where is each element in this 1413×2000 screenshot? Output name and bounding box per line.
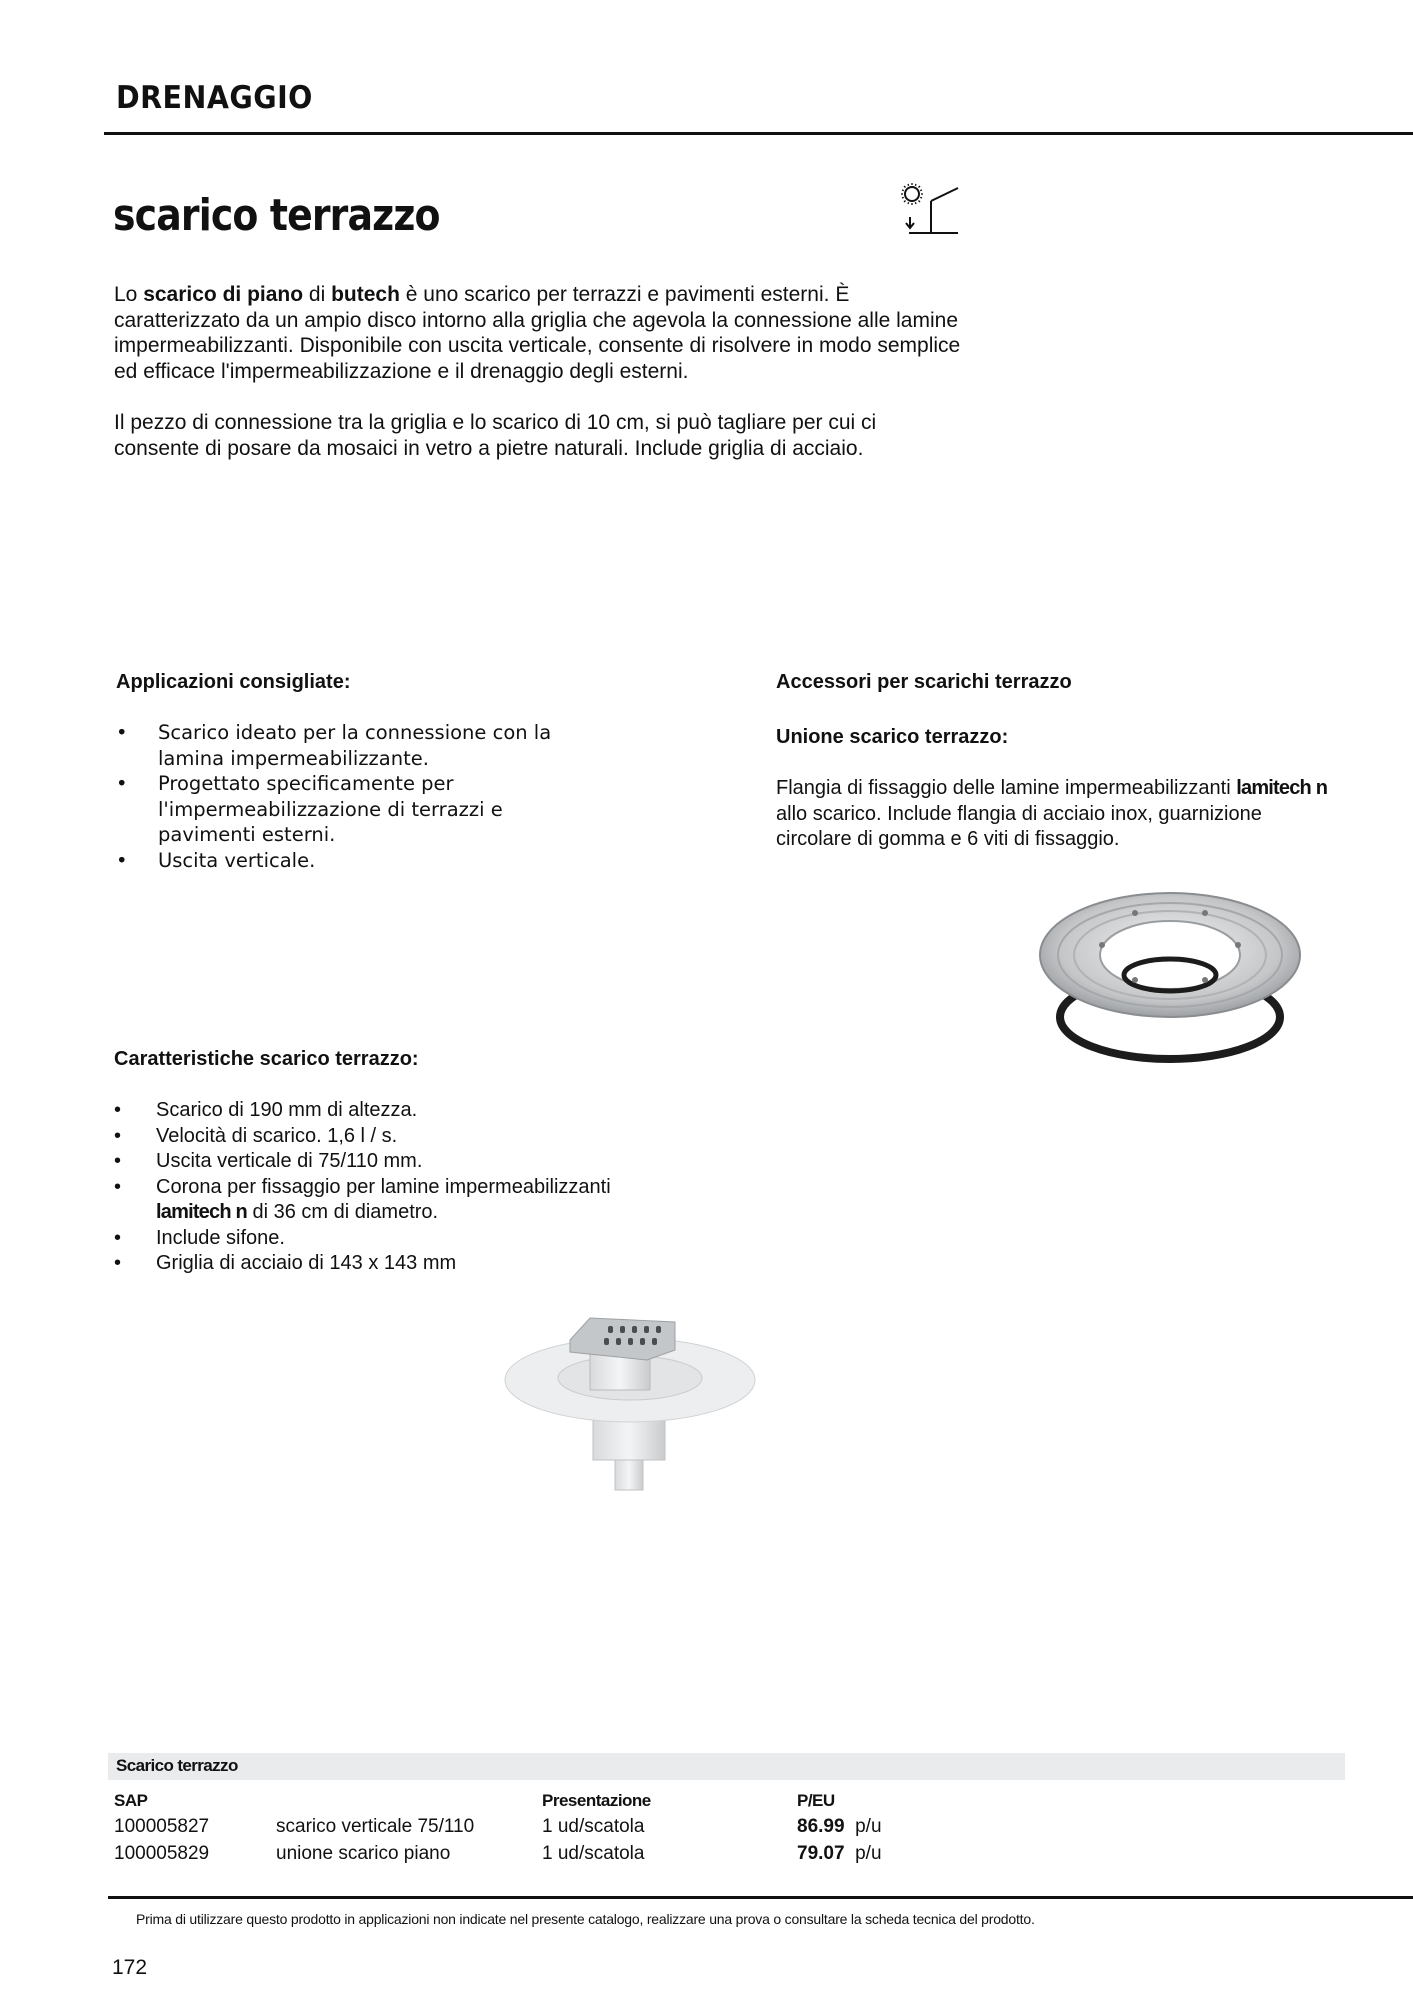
list-item: • Uscita verticale di 75/110 mm. bbox=[114, 1149, 734, 1175]
applications-list bbox=[116, 720, 566, 873]
stainless-flange-with-gasket-photo bbox=[1030, 875, 1310, 1065]
table-title: Scarico terrazzo bbox=[116, 1756, 238, 1775]
list-item: • Uscita verticale. bbox=[116, 848, 566, 874]
intro-paragraph-1: Lo scarico di piano di butech è uno scarico per terrazzi e pavimenti esterni. È caratterizzato da un ampio disco intorno alla griglia che agevola la connessione alle lamine impermeabilizzanti. Disponibile con uscita verticale, consente di risolvere in modo semplice ed efficace l'impermeabilizzazione e il drenaggio degli esterni. bbox=[114, 283, 961, 383]
outdoor-terrace-sun-icon bbox=[895, 175, 965, 240]
list-item: • Progettato specificamente per l'impermeabilizzazione di terrazzi e pavimenti esterni. bbox=[116, 771, 566, 848]
intro-text bbox=[114, 282, 964, 487]
list-item: • Scarico di 190 mm di altezza. bbox=[114, 1098, 734, 1124]
accessory-description: Flangia di fissaggio delle lamine impermeabilizzanti lamitech n allo scarico. Include flangia di acciaio inox, guarnizione circolare di gomma e 6 viti di fissaggio. bbox=[776, 777, 1328, 850]
presentation: 1 ud/scatola bbox=[542, 1843, 645, 1864]
terrace-drain-with-grate-photo bbox=[490, 1300, 770, 1500]
table-title-band bbox=[108, 1753, 1345, 1780]
page-number: 172 bbox=[112, 1956, 148, 1979]
sap-code: 100005829 bbox=[114, 1843, 210, 1864]
accessory-subheading: Unione scarico terrazzo: bbox=[776, 726, 1009, 748]
sap-code: 100005827 bbox=[114, 1816, 210, 1837]
section-title: DRENAGGIO bbox=[116, 80, 313, 116]
list-item: • Include sifone. bbox=[114, 1226, 734, 1252]
accessories-heading: Accessori per scarichi terrazzo bbox=[776, 671, 1072, 693]
column-header-sap: SAP bbox=[114, 1791, 148, 1810]
features-list bbox=[114, 1098, 734, 1277]
presentation: 1 ud/scatola bbox=[542, 1816, 645, 1837]
footer-divider bbox=[108, 1896, 1413, 1899]
column-header-price: P/EU bbox=[797, 1791, 835, 1810]
list-item: • Griglia di acciaio di 143 x 143 mm bbox=[114, 1251, 734, 1277]
list-item: • Velocità di scarico. 1,6 l / s. bbox=[114, 1124, 734, 1150]
column-header-presentation: Presentazione bbox=[542, 1791, 651, 1810]
list-item: • Corona per fissaggio per lamine impermeabilizzanti lamitech n di 36 cm di diametro. bbox=[114, 1175, 734, 1226]
product-description: unione scarico piano bbox=[276, 1843, 451, 1864]
features-heading: Caratteristiche scarico terrazzo: bbox=[114, 1048, 419, 1070]
list-item: • Scarico ideato per la connessione con la lamina impermeabilizzante. bbox=[116, 720, 566, 771]
intro-paragraph-2: Il pezzo di connessione tra la griglia e lo scarico di 10 cm, si può tagliare per cui ci consente di posare da mosaici in vetro a pietre naturali. Include griglia di acciaio. bbox=[114, 411, 877, 460]
header-divider bbox=[104, 132, 1413, 135]
product-title: scarico terrazzo bbox=[113, 190, 440, 241]
product-description: scarico verticale 75/110 bbox=[276, 1816, 475, 1837]
applications-heading: Applicazioni consigliate: bbox=[116, 671, 351, 693]
disclaimer: Prima di utilizzare questo prodotto in applicazioni non indicate nel presente catalogo, realizzare una prova o consultare la scheda tecnica del prodotto. bbox=[136, 1911, 1035, 1927]
price: 79.07 p/u bbox=[797, 1843, 882, 1864]
price: 86.99 p/u bbox=[797, 1816, 882, 1837]
